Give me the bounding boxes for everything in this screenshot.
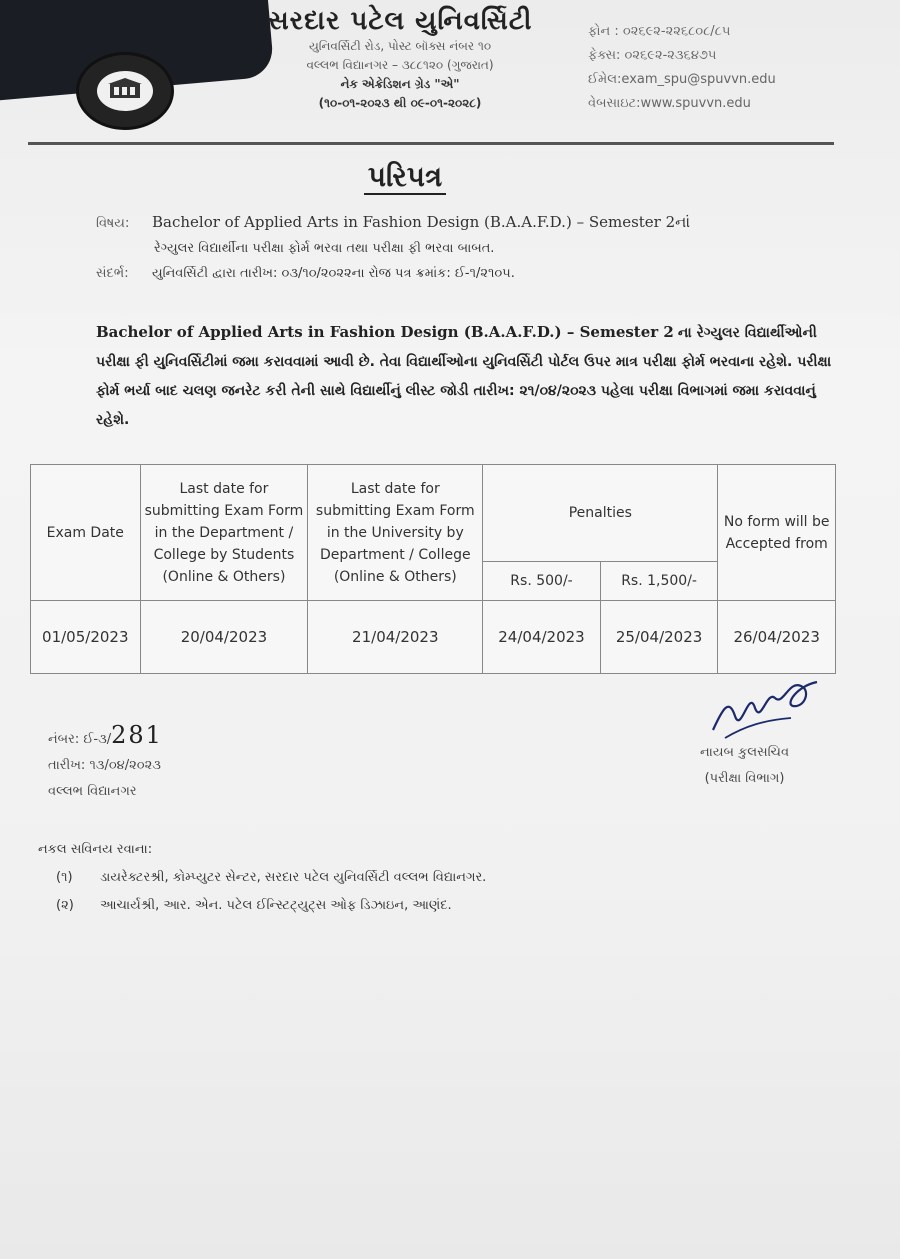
university-name: સરદાર પટેલ યુનિવર્સિટી: [267, 6, 533, 36]
copy-to-heading: નકલ સવિનય રવાના:: [38, 842, 153, 857]
body-paragraph: [96, 318, 836, 435]
reference-line: [96, 261, 816, 286]
phone: ફોન : ૦૨૬૯૨-૨૨૬૮૦૮/૮૫: [588, 24, 731, 39]
cell-no-form: 26/04/2023: [718, 601, 836, 674]
issue-place: વલ્લભ વિદ્યાનગર: [48, 784, 137, 799]
table-header-row: [31, 465, 836, 562]
email: ઈમેલ:exam_spu@spuvvn.edu: [588, 72, 776, 87]
accreditation: નેક એક્રેડિશન ગ્રેડ "એ": [340, 77, 460, 91]
letterhead: [250, 6, 550, 113]
signatory-title: નાયબ કુલસચિવ: [700, 745, 790, 760]
header-penalty-500: Rs. 500/-: [483, 562, 601, 601]
reference-number-block: [48, 722, 163, 805]
issue-date: તારીખ: ૧૩/૦૪/૨૦૨૩: [48, 758, 161, 773]
header-penalty-1500: Rs. 1,500/-: [600, 562, 718, 601]
exam-schedule-table: [30, 464, 836, 674]
body-lead-english: Bachelor of Applied Arts in Fashion Design (B.A.A.F.D.) – Semester 2: [96, 323, 674, 341]
list-item-text: આચાર્યશ્રી, આર. એન. પટેલ ઈન્સ્ટિટ્યુટ્સ ઓફ ડિઝાઇન, આણંદ.: [100, 898, 452, 913]
emblem-icon: [106, 78, 144, 104]
reference-label: સંદર્ભ:: [96, 266, 129, 281]
seal-emblem: [97, 71, 153, 111]
subject-english: Bachelor of Applied Arts in Fashion Design (B.A.A.F.D.) – Semester 2: [152, 213, 676, 231]
list-item: [38, 892, 486, 920]
copy-to-block: [38, 836, 486, 920]
list-item-number: (૨): [56, 898, 74, 913]
address-line-2: વલ્લભ વિદ્યાનગર – ૩૮૮૧૨૦ (ગુજરાત): [306, 58, 494, 72]
signatory-block: [700, 740, 789, 792]
table-row: [31, 601, 836, 674]
address-line-1: યુનિવર્સિટી રોડ, પોસ્ટ બૉક્સ નંબર ૧૦: [308, 39, 492, 53]
reference-text: યુનિવર્સિટી દ્વારા તારીખ: ૦૩/૧૦/૨૦૨૨ના રોજ પત્ર ક્રમાંક: ઈ-૧/૨૧૦૫.: [152, 266, 515, 281]
number-value: 281: [111, 721, 163, 749]
header-divider: [28, 142, 834, 145]
header-uni-deadline: Last date for submitting Exam Form in the University by Department / College (Online & Others): [308, 465, 483, 601]
body-text: ના રેગ્યુલર વિદ્યાર્થીઓની પરીક્ષા ફી યુનિવર્સિટીમાં જમા કરાવવામાં આવી છે. તેવા વિદ્યાર્થીઓના યુનિવર્સિટી પોર્ટલ ઉપર માત્ર પરીક્ષા ફોર્મ ભરવાના રહેશે. પરીક્ષા ફોર્મ ભર્યા બાદ ચલણ જનરેટ કરી તેની સાથે વિદ્યાર્થીનું લીસ્ટ જોડી તારીખ: ૨૧/૦૪/૨૦૨૩ પહેલા પરીક્ષા વિભાગમાં જમા કરાવવાનું રહેશે.: [96, 325, 832, 428]
list-item-number: (૧): [56, 870, 73, 885]
cell-dept-deadline: 20/04/2023: [140, 601, 308, 674]
university-seal: [76, 52, 174, 130]
header-penalties: Penalties: [483, 465, 718, 562]
title-text: પરિપત્ર: [364, 160, 446, 195]
subject-suffix: નાં: [675, 213, 691, 231]
contact-info: [588, 20, 776, 116]
handwritten-signature: [705, 668, 825, 748]
cell-exam-date: 01/05/2023: [31, 601, 141, 674]
list-item: [38, 864, 486, 892]
number-line: [48, 722, 163, 753]
header-no-form: No form will be Accepted from: [718, 465, 836, 601]
cell-penalty-500: 24/04/2023: [483, 601, 601, 674]
header-dept-deadline: Last date for submitting Exam Form in the Department / College by Students (Online & Others): [140, 465, 308, 601]
fax: ફેક્સ: ૦૨૬૯૨-૨૩૬૪૭૫: [588, 48, 717, 63]
header-exam-date: Exam Date: [31, 465, 141, 601]
accreditation-period: (૧૦-૦૧-૨૦૨૩ થી ૦૯-૦૧-૨૦૨૮): [318, 96, 482, 110]
signatory-dept: (પરીક્ષા વિભાગ): [704, 771, 785, 786]
subject-block: [96, 210, 816, 286]
subject-line-2: રેગ્યુલર વિદ્યાર્થીના પરીક્ષા ફોર્મ ભરવા તથા પરીક્ષા ફી ભરવા બાબત.: [154, 241, 495, 256]
number-label: નંબર: ઈ-૩/: [48, 732, 112, 747]
page-title: [0, 160, 810, 194]
subject-label: વિષય:: [96, 216, 130, 231]
website: વેબસાઇટ:www.spuvvn.edu: [588, 96, 751, 111]
subject-line: [96, 210, 816, 236]
list-item-text: ડાયરેક્ટરશ્રી, કોમ્પ્યુટર સેન્ટર, સરદાર પટેલ યુનિવર્સિટી વલ્લભ વિદ્યાનગર.: [100, 870, 487, 885]
cell-penalty-1500: 25/04/2023: [600, 601, 718, 674]
cell-uni-deadline: 21/04/2023: [308, 601, 483, 674]
